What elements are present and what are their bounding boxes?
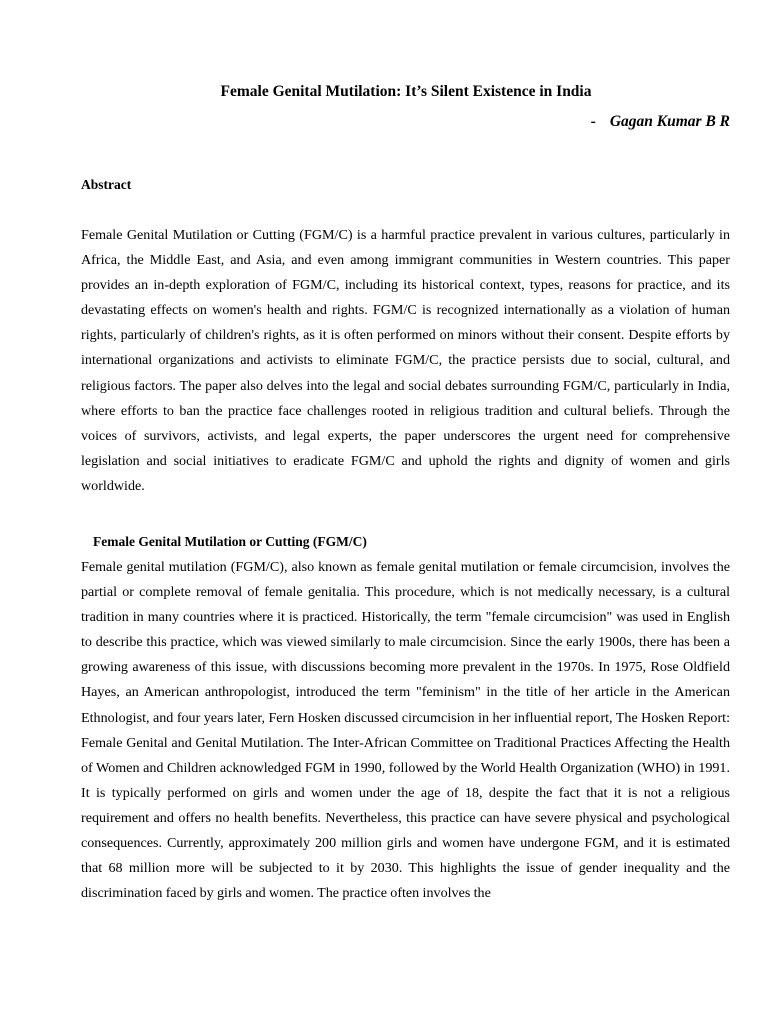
section-heading: Female Genital Mutilation or Cutting (FGM/C): [93, 534, 367, 549]
abstract-heading: Abstract: [81, 177, 132, 192]
section-paragraph: Female genital mutilation (FGM/C), also known as female genital mutilation or female circumcision, involves the partial or complete removal of female genitalia. This procedure, which is not medically necessary, is a cultural tradition in many countries where it is practiced. Historically, the term "female circumcision" was used in English to describe this practice, which was viewed similarly to male circumcision. Since the early 1900s, there has been a growing awareness of this issue, with discussions becoming more prevalent in the 1970s. In 1975, Rose Oldfield Hayes, an American anthropologist, introduced the term "feminism" in the title of her article in the American Ethnologist, and four years later, Fern Hosken discussed circumcision in her influential report, The Hosken Report: Female Genital and Genital Mutilation. The Inter-African Committee on Traditional Practices Affecting the Health of Women and Children acknowledged FGM in 1990, followed by the World Health Organization (WHO) in 1991. It is typically performed on girls and women under the age of 18, despite the fact that it is not a religious requirement and offers no health benefits. Nevertheless, this practice can have severe physical and psychological consequences. Currently, approximately 200 million girls and women have undergone FGM, and it is estimated that 68 million more will be subjected to it by 2030. This highlights the issue of gender inequality and the discrimination faced by girls and women. The practice often involves the: [81, 559, 730, 902]
paper-title: Female Genital Mutilation: It’s Silent Existence in India: [220, 83, 592, 100]
author-line: [591, 112, 730, 132]
abstract-paragraph: Female Genital Mutilation or Cutting (FGM/C) is a harmful practice prevalent in various cultures, particularly in Africa, the Middle East, and Asia, and even among immigrant communities in Western countries. This paper provides an in-depth exploration of FGM/C, including its historical context, types, reasons for practice, and its devastating effects on women's health and rights. FGM/C is recognized internationally as a violation of human rights, particularly of children's rights, as it is often performed on minors without their consent. Despite efforts by international organizations and activists to eliminate FGM/C, the practice persists due to social, cultural, and religious factors. The paper also delves into the legal and social debates surrounding FGM/C, particularly in India, where efforts to ban the practice face challenges rooted in religious tradition and cultural beliefs. Through the voices of survivors, activists, and legal experts, the paper underscores the urgent need for comprehensive legislation and social initiatives to eradicate FGM/C and uphold the rights and dignity of women and girls worldwide.: [81, 227, 730, 494]
author-dash: -: [590, 113, 596, 130]
author-name: Gagan Kumar B R: [609, 113, 730, 130]
